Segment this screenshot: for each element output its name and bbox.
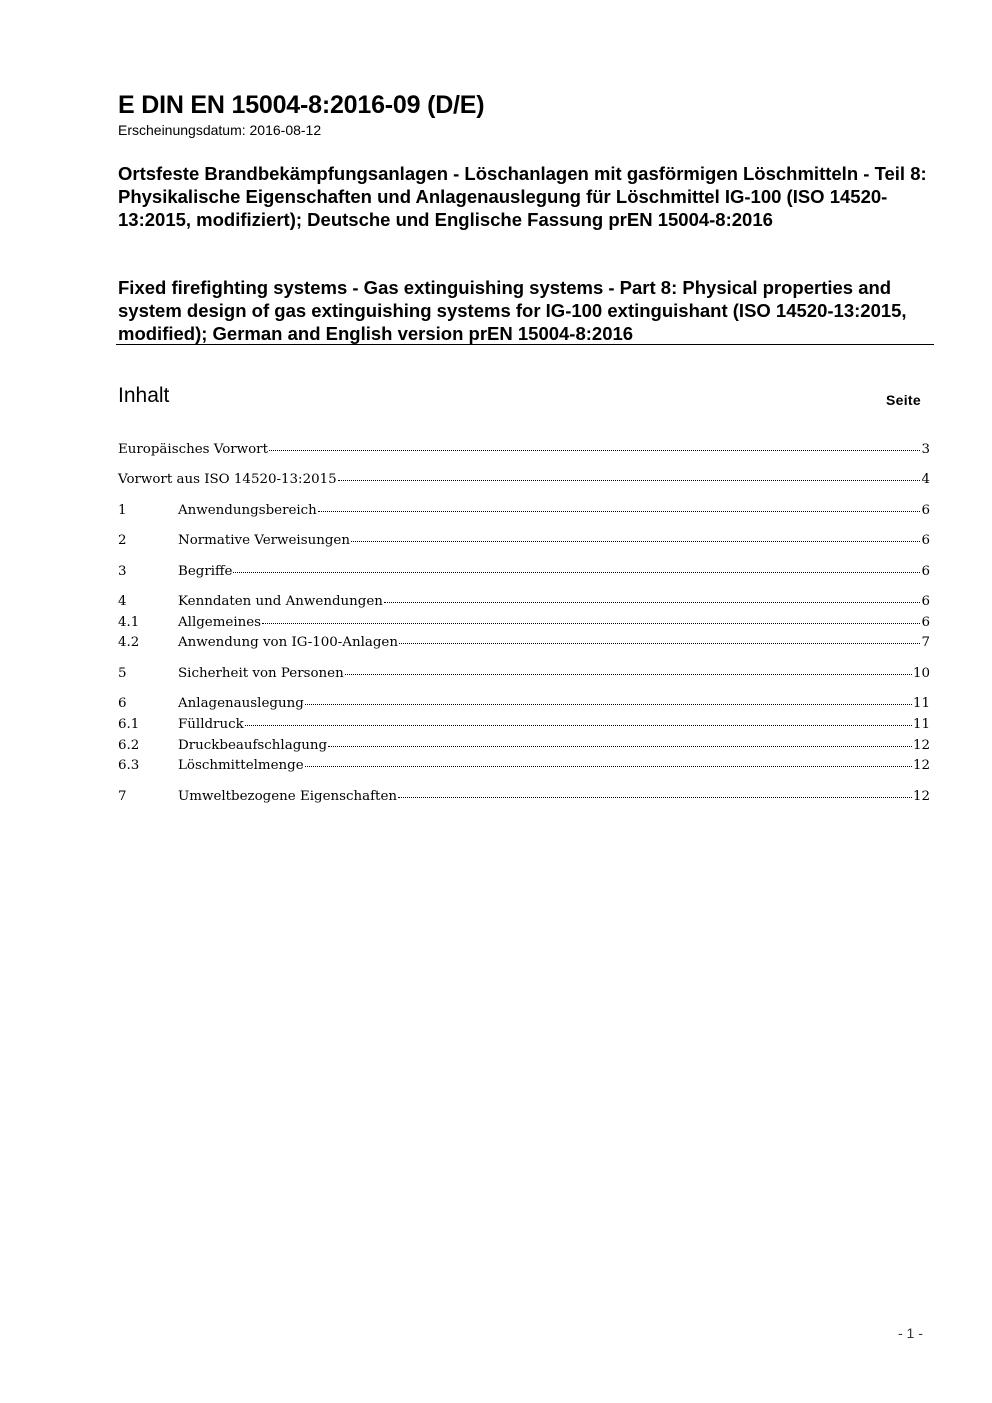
toc-entry-title: Normative Verweisungen bbox=[178, 533, 350, 548]
toc-entry-title: Begriffe bbox=[178, 564, 233, 579]
toc-page-column-label: Seite bbox=[886, 392, 921, 408]
toc-entry-page: 11 bbox=[912, 717, 930, 732]
toc-entry-number: 4.1 bbox=[118, 615, 140, 630]
toc-entry-page: 7 bbox=[921, 635, 930, 650]
toc-entry-number: 5 bbox=[118, 666, 127, 681]
toc-entry-page: 6 bbox=[921, 564, 930, 579]
toc-entry-page: 12 bbox=[912, 789, 930, 804]
toc-entry-title: Kenndaten und Anwendungen bbox=[178, 594, 383, 609]
toc-entry-title: Sicherheit von Personen bbox=[178, 666, 344, 681]
toc-entry-number: 6.2 bbox=[118, 738, 140, 753]
toc-entry-title: Allgemeines bbox=[178, 615, 262, 630]
toc-entry-page: 11 bbox=[912, 696, 930, 711]
toc-entry-number: 4 bbox=[118, 594, 127, 609]
toc-entry-number: 1 bbox=[118, 503, 127, 518]
toc-entry[interactable] bbox=[118, 613, 930, 631]
toc-entry-number: 6.3 bbox=[118, 758, 140, 773]
toc-entry-page: 10 bbox=[912, 666, 930, 681]
toc-entry-number: 2 bbox=[118, 533, 127, 548]
toc-entry[interactable] bbox=[118, 440, 930, 458]
toc-entry[interactable] bbox=[118, 787, 930, 805]
toc-entry-page: 6 bbox=[921, 594, 930, 609]
toc-leader-dots bbox=[262, 611, 920, 624]
toc-leader-dots bbox=[305, 692, 912, 705]
toc-entry-title: Anlagenauslegung bbox=[178, 696, 304, 711]
toc-entry[interactable] bbox=[118, 470, 930, 488]
toc-entry-number: 6.1 bbox=[118, 717, 140, 732]
toc-leader-dots bbox=[318, 499, 921, 512]
toc-leader-dots bbox=[351, 529, 921, 542]
toc-entry-title: Löschmittelmenge bbox=[178, 758, 304, 773]
toc-leader-dots bbox=[384, 590, 921, 603]
toc-leader-dots bbox=[328, 734, 912, 747]
toc-entry-page: 6 bbox=[921, 533, 930, 548]
toc-entry[interactable] bbox=[118, 715, 930, 733]
toc-entry-title: Druckbeaufschlagung bbox=[178, 738, 328, 753]
toc-leader-dots bbox=[233, 560, 920, 573]
toc-entry-page: 12 bbox=[912, 738, 930, 753]
title-divider bbox=[116, 344, 934, 345]
toc-entry-page: 12 bbox=[912, 758, 930, 773]
toc-entry-number: 7 bbox=[118, 789, 127, 804]
toc-heading: Inhalt bbox=[118, 384, 170, 407]
toc-entry-title: Fülldruck bbox=[178, 717, 244, 732]
toc-entry-number: 3 bbox=[118, 564, 127, 579]
toc-entry-title: Anwendungsbereich bbox=[178, 503, 317, 518]
title-german: Ortsfeste Brandbekämpfungsanlagen - Löschanlagen mit gasförmigen Löschmitteln - Teil 8: Physikalische Eigenschaften und Anlagenauslegung für Löschmittel IG-100 (ISO 14520-13:2015, modifiziert); Deutsche und Englische Fassung prEN 15004-8:2016 bbox=[118, 163, 927, 230]
publication-date: Erscheinungsdatum: 2016-08-12 bbox=[118, 122, 322, 138]
toc-leader-dots bbox=[245, 713, 912, 726]
document-id: E DIN EN 15004-8:2016-09 (D/E) bbox=[118, 91, 485, 119]
title-english: Fixed firefighting systems - Gas extinguishing systems - Part 8: Physical properties and system design of gas extinguishing systems for IG-100 extinguishant (ISO 14520-13:2015, modified); German and English version prEN 15004-8:2016 bbox=[118, 277, 907, 344]
toc-entry[interactable] bbox=[118, 633, 930, 651]
toc-leader-dots bbox=[305, 754, 912, 767]
toc-entry-title: Europäisches Vorwort bbox=[118, 442, 268, 457]
toc-entry[interactable] bbox=[118, 694, 930, 712]
toc-entry-number: 6 bbox=[118, 696, 127, 711]
toc-leader-dots bbox=[269, 438, 921, 451]
toc-entry[interactable] bbox=[118, 501, 930, 519]
toc-entry-title: Anwendung von IG-100-Anlagen bbox=[178, 635, 398, 650]
toc-entry[interactable] bbox=[118, 736, 930, 754]
toc-entry-title: Vorwort aus ISO 14520-13:2015 bbox=[118, 472, 337, 487]
toc-leader-dots bbox=[399, 631, 920, 644]
toc-entry-page: 4 bbox=[921, 472, 930, 487]
toc-entry[interactable] bbox=[118, 664, 930, 682]
toc-entry[interactable] bbox=[118, 756, 930, 774]
toc-leader-dots bbox=[345, 662, 912, 675]
toc-entry-number: 4.2 bbox=[118, 635, 140, 650]
toc-entry[interactable] bbox=[118, 562, 930, 580]
toc-entry-page: 6 bbox=[921, 503, 930, 518]
toc-entry-page: 6 bbox=[921, 615, 930, 630]
toc-leader-dots bbox=[338, 468, 921, 481]
toc-entry-title: Umweltbezogene Eigenschaften bbox=[178, 789, 397, 804]
toc-entry[interactable] bbox=[118, 592, 930, 610]
toc-entry[interactable] bbox=[118, 531, 930, 549]
toc-entry-page: 3 bbox=[921, 442, 930, 457]
toc-leader-dots bbox=[398, 785, 912, 798]
page-number: - 1 - bbox=[898, 1325, 923, 1341]
